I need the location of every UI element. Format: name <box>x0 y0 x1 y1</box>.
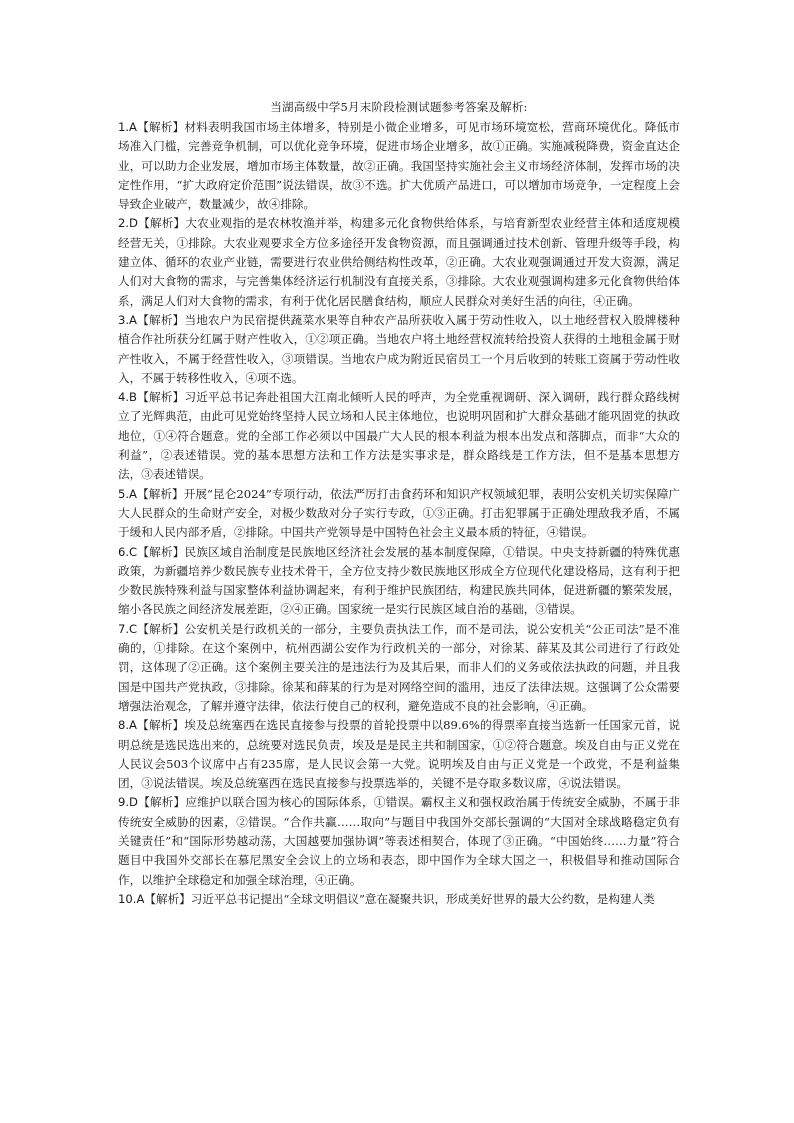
analysis-tag: 【解析】 <box>137 486 184 501</box>
answer-number: 6.C <box>118 544 138 559</box>
answer-item <box>118 118 680 214</box>
answer-number: 5.A <box>118 486 137 501</box>
answer-explanation: 当地农户为民宿提供蔬菜水果等自种农产品所获收入属于劳动性收入，以土地经营权入股牌楼种植合作社所获分红属于财产性收入，①②项正确。当地农户将土地经营权流转给投资人获得的土地租金属于财产性收入，不属于经营性收入，③项错误。当地农户成为附近民宿员工一个月后收到的转账工资属于劳动性收入，不属于转移性收入，④项不选。 <box>118 312 680 385</box>
answer-explanation: 大农业观指的是农林牧渔并举，构建多元化食物供给体系，与培育新型农业经营主体和适度规模经营无关，①排除。大农业观要求全方位多途径开发食物资源，而且强调通过技术创新、管理升级等手段，构建立体、循环的农业产业链，需要进行农业供给侧结构性改革，②正确。大农业观强调通过开发大资源，满足人们对大食物的需求，与完善集体经济运行机制没有直接关系，③排除。大农业观强调构建多元化食物供给体系，满足人们对大食物的需求，有利于优化居民膳食结构，顺应人民群众对美好生活的向往，④正确。 <box>118 216 680 308</box>
answer-number: 3.A <box>118 312 137 327</box>
answer-explanation: 习近平总书记提出“全球文明倡议”意在凝聚共识，形成美好世界的最大公约数，是构建人类 <box>190 891 655 906</box>
analysis-tag: 【解析】 <box>137 120 185 134</box>
answer-item <box>118 214 680 310</box>
document-title: 当湖高级中学5月末阶段检测试题参考答案及解析: <box>270 100 528 114</box>
answer-explanation: 公安机关是行政机关的一部分，主要负责执法工作，而不是司法，说公安机关“公正司法”是不准确的，①排除。在这个案例中，杭州西湖公安作为行政机关的一部分，对徐某、薛某及其公司进行了行政处罚，这体现了②正确。这个案例主要关注的是违法行为及其后果，而非人们的义务或依法执政的问题，并且我国是中国共产党执政，③排除。徐某和薛某的行为是对网络空间的滥用，违反了法律法规。这强调了公众需要增强法治观念，了解并遵守法律，依法行使自己的权利，避免造成不良的社会影响，④正确。 <box>118 621 680 713</box>
answer-item <box>118 793 680 889</box>
analysis-tag: 【解析】 <box>137 390 185 405</box>
answer-number: 10.A <box>118 891 145 906</box>
answer-sheet-page <box>118 96 680 1096</box>
answer-number: 1.A <box>118 120 137 134</box>
answer-explanation: 开展“昆仑2024”专项行动，依法严厉打击食药环和知识产权领域犯罪，表明公安机关切实保障广大人民群众的生命财产安全，对极少数敌对分子实行专政，①③正确。打击犯罪属于正确处理敌我矛盾，不属于缓和人民内部矛盾，②排除。中国共产党领导是中国特色社会主义最本质的特征，④错误。 <box>118 486 680 540</box>
answer-item <box>118 620 680 716</box>
analysis-tag: 【解析】 <box>137 544 185 559</box>
answer-item <box>118 543 680 620</box>
answer-explanation: 应维护以联合国为核心的国际体系，①错误。霸权主义和强权政治属于传统安全威胁，不属于非传统安全威胁的因素，②错误。“合作共赢……取向”与题目中我国外交部长强调的“大国对全球战略稳定负有关键责任”和“国际形势越动荡，大国越要加强协调”等表述相契合，体现了③正确。“中国始终……力量”符合题目中我国外交部长在慕尼黑安全会议上的立场和表态，即中国作为全球大国之一，积极倡导和推动国际合作，以维护全球稳定和加强全球治理，④正确。 <box>118 795 680 887</box>
analysis-tag: 【解析】 <box>137 312 185 327</box>
answer-explanation: 习近平总书记奔赴祖国大江南北倾听人民的呼声，为全党重视调研、深入调研，践行群众路线树立了光辉典范，由此可见党始终坚持人民立场和人民主体地位，也说明巩固和扩大群众基础才能巩固党的执政地位，①④符合题意。党的全部工作必须以中国最广大人民的根本利益为根本出发点和落脚点，而非“大众的利益”，②表述错误。党的基本思想方法和工作方法是实事求是，群众路线是工作方法，但不是基本思想方法，③表述错误。 <box>118 390 680 482</box>
analysis-tag: 【解析】 <box>138 795 186 810</box>
answer-number: 9.D <box>118 795 138 810</box>
answer-number: 8.A <box>118 718 137 733</box>
answer-explanation: 民族区域自治制度是民族地区经济社会发展的基本制度保障，①错误。中央支持新疆的特殊优惠政策，为新疆培养少数民族专业技术骨干，全方位支持少数民族地区形成全方位现代化建设格局，这有利于把少数民族特殊利益与国家整体利益协调起来，有利于维护民族团结，构建民族共同体，促进新疆的繁荣发展，缩小各民族之间经济发展差距，②④正确。国家统一是实行民族区域自治的基础，③错误。 <box>118 544 680 617</box>
answer-explanation: 埃及总统塞西在选民直接参与投票的首轮投票中以89.6%的得票率直接当选新一任国家元首，说明总统是选民选出来的，总统要对选民负责，埃及是是民主共和制国家，①②符合题意。埃及自由与正义党在人民议会503个议席中占有235席，是人民议会第一大党。说明埃及自由与正义党是一个政党，不是利益集团，③说法错误。埃及总统塞西在选民直接参与投票选举的，关键不是夺取多数议席，④说法错误。 <box>118 718 680 791</box>
answer-item <box>118 311 680 388</box>
answer-item <box>118 890 680 909</box>
analysis-tag: 【解析】 <box>137 621 185 636</box>
answer-number: 4.B <box>118 390 138 405</box>
answer-number: 2.D <box>118 216 138 231</box>
analysis-tag: 【解析】 <box>138 216 186 231</box>
answer-item <box>118 716 680 793</box>
analysis-tag: 【解析】 <box>144 891 191 906</box>
analysis-tag: 【解析】 <box>137 718 185 733</box>
answer-number: 7.C <box>118 621 138 636</box>
answer-explanation: 材料表明我国市场主体增多，特别是小微企业增多，可见市场环境宽松，营商环境优化。降低市场准入门槛，完善竞争机制，可以优化竞争环境，促进市场企业增多，故①正确。实施减税降费，资金直达企业，可以助力企业发展，增加市场主体数量，故②正确。我国坚持实施社会主义市场经济体制，发挥市场的决定性作用，“扩大政府定价范围”说法错误，故③不选。扩大优质产品进口，可以增加市场竞争，一定程度上会导致企业破产，数量减少，故④排除。 <box>118 120 680 212</box>
answer-list <box>118 118 680 909</box>
answer-item <box>118 485 680 543</box>
answer-item <box>118 388 680 484</box>
